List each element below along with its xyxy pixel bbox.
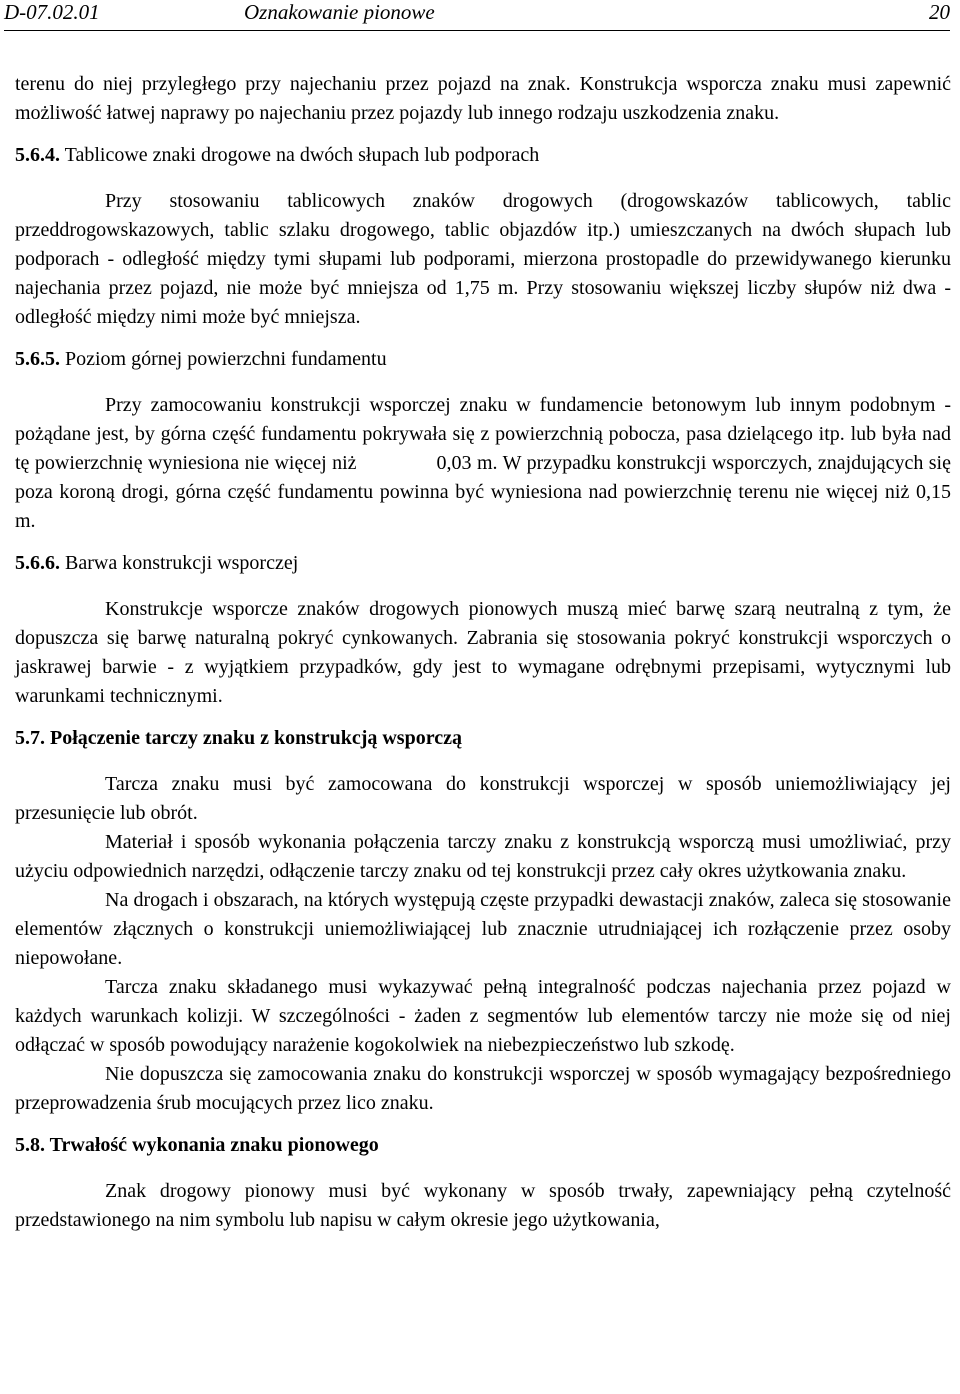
page-header	[4, 0, 950, 31]
document-title: Oznakowanie pionowe	[244, 0, 435, 24]
page-number: 20	[929, 0, 950, 24]
section-number: 5.6.6.	[15, 552, 60, 574]
paragraph	[15, 391, 951, 536]
section-heading-5-8: 5.8. Trwałość wykonania znaku pionowego	[15, 1134, 379, 1156]
section-number: 5.6.4.	[15, 144, 60, 166]
section-heading-5-6-6	[15, 549, 951, 578]
section-heading-5-7: 5.7. Połączenie tarczy znaku z konstrukcją wsporczą	[15, 727, 462, 749]
paragraph: Na drogach i obszarach, na których występują częste przypadki dewastacji znaków, zaleca się stosowanie elementów złącznych o konstrukcji uniemożliwiającej lub znacznie utrudniającej ich rozłączenie przez osoby niepowołane.	[15, 889, 951, 969]
paragraph-text: Przy zamocowaniu konstrukcji wsporczej znaku w fundamencie betonowym lub innym podobnym - pożądane jest, by górna część fundamentu pokrywała się z powierzchnią pobocza, pasa dzielącego itp. lub była nad tę powierzchnię wyniesiona nie więcej niż	[15, 394, 951, 474]
paragraph: Znak drogowy pionowy musi być wykonany w sposób trwały, zapewniający pełną czytelność przedstawionego na nim symbolu lub napisu w całym okresie jego użytkowania,	[15, 1180, 951, 1231]
paragraph: Materiał i sposób wykonania połączenia tarczy znaku z konstrukcją wsporczą musi umożliwiać, przy użyciu odpowiednich narzędzi, odłączenie tarczy znaku od tej konstrukcji przez cały okres użytkowania znaku.	[15, 831, 951, 882]
section-number: 5.6.5.	[15, 348, 60, 370]
paragraph: Tarcza znaku składanego musi wykazywać pełną integralność podczas najechania przez pojazd w każdych warunkach kolizji. W szczególności - żaden z segmentów lub elementów tarczy nie może się od niej odłączać w sposób powodujący narażenie kogokolwiek na niebezpieczeństwo lub szkodę.	[15, 976, 951, 1056]
paragraph: Przy stosowaniu tablicowych znaków drogowych (drogowskazów tablicowych, tablic przeddrogowskazowych, tablic szlaku drogowego, tablic objazdów itp.) umieszczanych na dwóch słupach lub podporach - odległość między tymi słupami lub podporami, mierzona prostopadle do przewidywanego kierunku najechania przez pojazd, nie może być mniejsza od 1,75 m. Przy stosowaniu większej liczby słupów niż dwa - odległość między nimi może być mniejsza.	[15, 190, 951, 328]
paragraph: Tarcza znaku musi być zamocowana do konstrukcji wsporczej w sposób uniemożliwiający jej przesunięcie lub obrót.	[15, 773, 951, 824]
page-content	[15, 70, 951, 1235]
section-heading-5-6-5	[15, 345, 951, 374]
section-title: Poziom górnej powierzchni fundamentu	[65, 348, 387, 370]
paragraph-text: 0,03 m. W przypadku konstrukcji wsporczych, znajdujących się poza koroną drogi, górna część fundamentu powinna być wyniesiona nad powierzchnię terenu nie więcej niż 0,15 m.	[15, 452, 951, 532]
paragraph: Nie dopuszcza się zamocowania znaku do konstrukcji wsporczej w sposób wymagający bezpośredniego przeprowadzenia śrub mocujących przez lico znaku.	[15, 1063, 951, 1114]
section-heading-5-6-4	[15, 141, 951, 170]
paragraph-continuation: terenu do niej przyległego przy najechaniu przez pojazd na znak. Konstrukcja wsporcza znaku musi zapewnić możliwość łatwej naprawy po najechaniu przez pojazdy lub innego rodzaju uszkodzenia znaku.	[15, 73, 951, 124]
document-code: D-07.02.01	[4, 0, 100, 24]
paragraph: Konstrukcje wsporcze znaków drogowych pionowych muszą mieć barwę szarą neutralną z tym, że dopuszcza się barwę naturalną pokryć cynkowanych. Zabrania się stosowania pokryć konstrukcji wsporczych o jaskrawej barwie - z wyjątkiem przypadków, gdy jest to wymagane odrębnymi przepisami, wytycznymi lub warunkami technicznymi.	[15, 598, 951, 707]
section-title: Tablicowe znaki drogowe na dwóch słupach lub podporach	[64, 144, 540, 166]
section-title: Barwa konstrukcji wsporczej	[65, 552, 299, 574]
